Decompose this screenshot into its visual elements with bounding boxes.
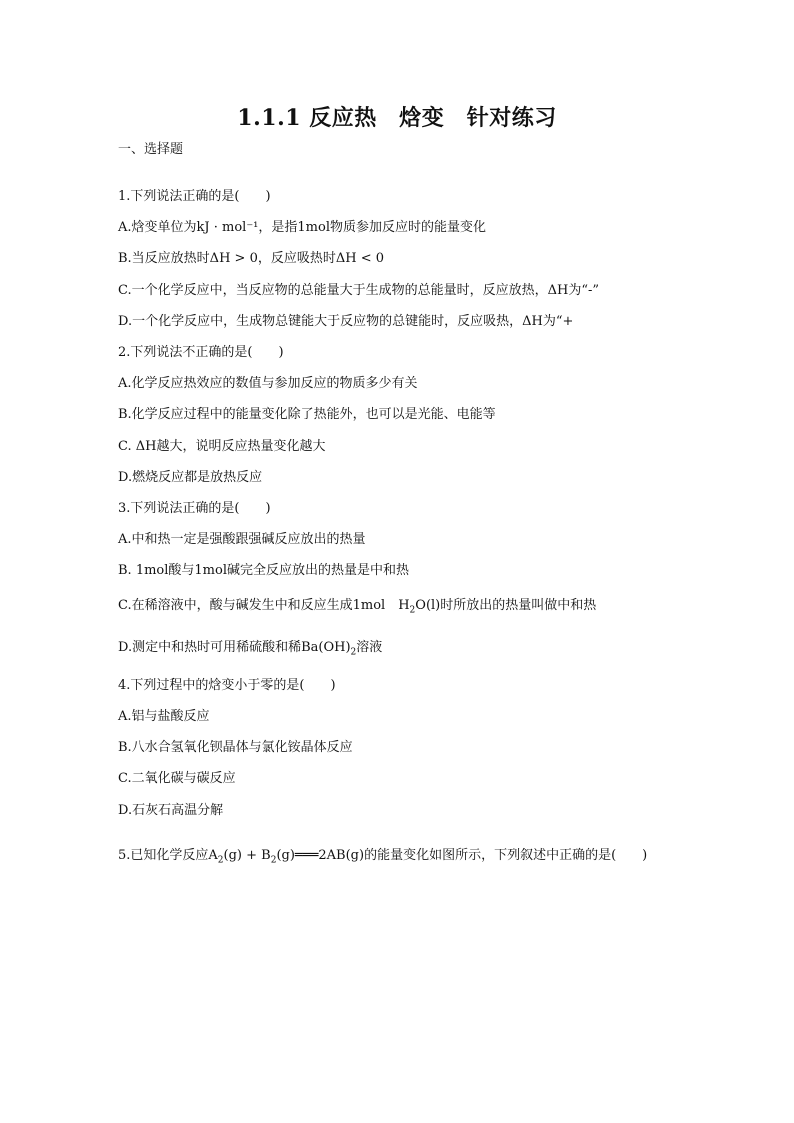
question-4-option-a: A.铝与盐酸反应	[118, 709, 210, 724]
question-3-option-b: B. 1mol酸与1mol碱完全反应放出的热量是中和热	[118, 563, 409, 578]
question-2-option-d: D.燃烧反应都是放热反应	[118, 470, 263, 485]
question-2-option-a: A.化学反应热效应的数值与参加反应的物质多少有关	[118, 376, 418, 391]
question-3-option-d	[118, 639, 718, 662]
question-2-option-b: B.化学反应过程中的能量变化除了热能外，也可以是光能、电能等	[118, 407, 496, 422]
question-5-text-end: (g)═══2AB(g)的能量变化如图所示，下列叙述中正确的是( )	[276, 848, 648, 863]
question-1-option-a: A.焓变单位为kJ · mol⁻¹，是指1mol物质参加反应时的能量变化	[118, 220, 486, 235]
question-2-stem: 2.下列说法不正确的是( )	[118, 345, 284, 360]
question-1-stem: 1.下列说法正确的是( )	[118, 189, 271, 204]
subscript: 2	[270, 855, 277, 866]
question-3-option-d-text: D.测定中和热时可用稀硫酸和稀Ba(OH)	[118, 640, 351, 655]
question-5-stem	[118, 847, 718, 870]
question-3-option-a: A.中和热一定是强酸跟强碱反应放出的热量	[118, 532, 366, 547]
question-2-option-c: C. ΔH越大，说明反应热量变化越大	[118, 439, 326, 454]
question-3-option-d-text-end: 溶液	[356, 640, 383, 655]
question-4-option-b: B.八水合氢氧化钡晶体与氯化铵晶体反应	[118, 740, 353, 755]
question-1-option-c: C.一个化学反应中，当反应物的总能量大于生成物的总能量时，反应放热，ΔH为“-”	[118, 283, 600, 298]
question-5-text: 5.已知化学反应A	[118, 848, 218, 863]
question-3-stem: 3.下列说法正确的是( )	[118, 501, 271, 516]
question-1-option-b: B.当反应放热时ΔH > 0，反应吸热时ΔH < 0	[118, 251, 384, 266]
question-3-option-c-text-end: O(l)时所放出的热量叫做中和热	[415, 598, 597, 613]
question-5-text-mid: (g) + B	[223, 848, 271, 863]
question-4-option-d: D.石灰石高温分解	[118, 803, 224, 818]
section-heading: 一、选择题	[118, 142, 184, 157]
subscript: 2	[350, 647, 357, 658]
question-4-stem: 4.下列过程中的焓变小于零的是( )	[118, 678, 336, 693]
subscript: 2	[409, 605, 416, 616]
question-3-option-c	[118, 597, 718, 620]
question-4-option-c: C.二氧化碳与碳反应	[118, 771, 236, 786]
question-3-option-c-text: C.在稀溶液中，酸与碱发生中和反应生成1mol H	[118, 598, 410, 613]
question-1-option-d: D.一个化学反应中，生成物总键能大于反应物的总键能时，反应吸热，ΔH为“+	[118, 314, 574, 329]
subscript: 2	[217, 855, 224, 866]
page-title: 1.1.1 反应热 焓变 针对练习	[237, 105, 557, 131]
